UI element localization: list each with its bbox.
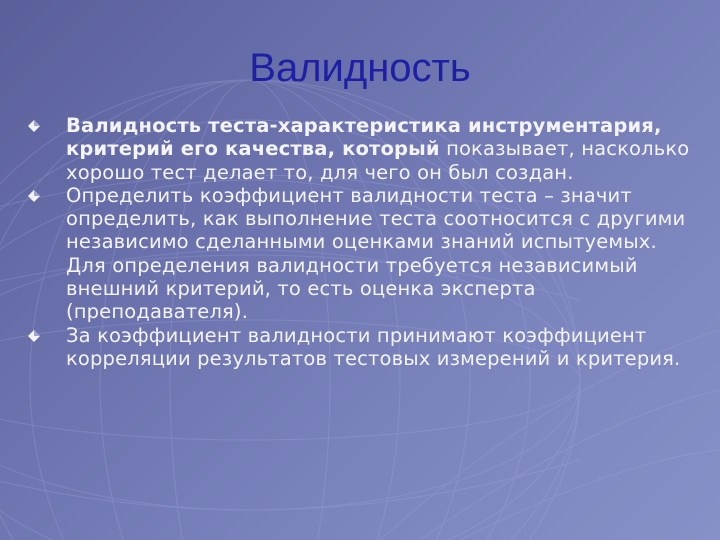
bullet-list	[28, 114, 700, 370]
bullet-text: За коэффициент валидности принимают коэффициент корреляции результатов тестовых измерений и критерия.	[66, 323, 681, 370]
diamond-bullet-icon	[28, 190, 40, 202]
bullet-item	[28, 184, 700, 324]
bullet-item	[28, 114, 700, 184]
bullet-lead-text: Валидность теста-характеристика инструментария, критерий его качества, который	[66, 114, 662, 161]
bullet-text: Определить коэффициент валидности теста – значит определить, как выполнение теста соотносится с другими независимо сделанными оценками знаний испытуемых. Для определения валидности требуется независимый внешний критерий, то есть оценка эксперта (преподавателя).	[66, 183, 686, 324]
bullet-item	[28, 324, 700, 371]
diamond-bullet-icon	[28, 120, 40, 132]
diamond-bullet-icon	[28, 330, 40, 342]
slide-title: Валидность	[249, 46, 471, 90]
bullet-text: показывает, насколько хорошо тест делает то, для чего он был создан.	[66, 137, 690, 184]
